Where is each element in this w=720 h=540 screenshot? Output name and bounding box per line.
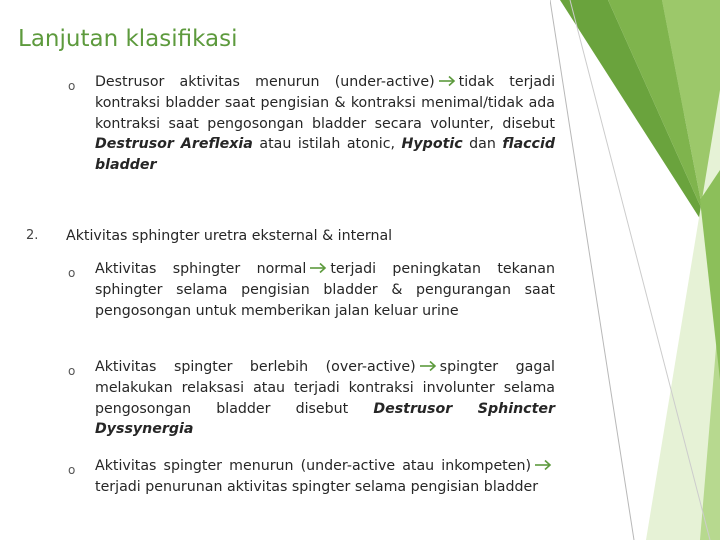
item-text: Aktivitas sphingter normal <box>95 261 307 277</box>
decorative-green-facets <box>550 0 720 540</box>
item-text: Aktivitas spingter menurun (under-active atau inkompeten) <box>95 458 531 474</box>
item-text: atau istilah atonic, <box>259 136 396 153</box>
bullet-marker: o <box>68 266 76 280</box>
term-flaccid-bladder: flaccid bladder <box>95 136 555 174</box>
item-destrusor-underactive <box>95 72 555 176</box>
bullet-marker: o <box>68 364 76 378</box>
arrow-right-icon <box>534 459 552 471</box>
arrow-right-icon <box>309 262 327 274</box>
term-destrusor-sphincter-dyssynergia: Destrusor Sphincter Dyssynergia <box>95 400 555 438</box>
term-destrusor-areflexia: Destrusor Areflexia <box>95 136 253 153</box>
bullet-marker: o <box>68 79 76 93</box>
item-text: Destrusor aktivitas menurun (under-active) <box>95 74 435 90</box>
item-sphingter-heading: Aktivitas sphingter uretra eksternal & internal <box>66 228 393 244</box>
bullet-marker: o <box>68 463 76 477</box>
item-text: Aktivitas spingter berlebih (over-active) <box>95 359 416 375</box>
slide-title: Lanjutan klasifikasi <box>18 26 238 52</box>
item-text: tidak terjadi kontraksi bladder saat pengisian & kontraksi menimal/tidak ada kontraksi saat pengosongan bladder secara volunter, disebut <box>95 74 556 132</box>
arrow-right-icon <box>419 360 437 372</box>
list-number: 2. <box>26 228 39 243</box>
item-text: terjadi peningkatan tekanan sphingter selama pengisian bladder & pengurangan saat pengosongan untuk memberikan jalan keluar urine <box>95 261 555 319</box>
item-text: terjadi penurunan aktivitas spingter selama pengisian bladder <box>95 478 539 495</box>
item-spingter-overactive <box>95 357 555 440</box>
item-text: dan <box>469 136 496 153</box>
item-sphingter-normal <box>95 259 555 321</box>
item-text: spingter gagal melakukan relaksasi atau terjadi kontraksi involunter selama pengosongan bladder disebut <box>95 359 555 417</box>
arrow-right-icon <box>438 75 456 87</box>
item-spingter-underactive <box>95 456 555 498</box>
term-hypotic: Hypotic <box>401 136 463 153</box>
